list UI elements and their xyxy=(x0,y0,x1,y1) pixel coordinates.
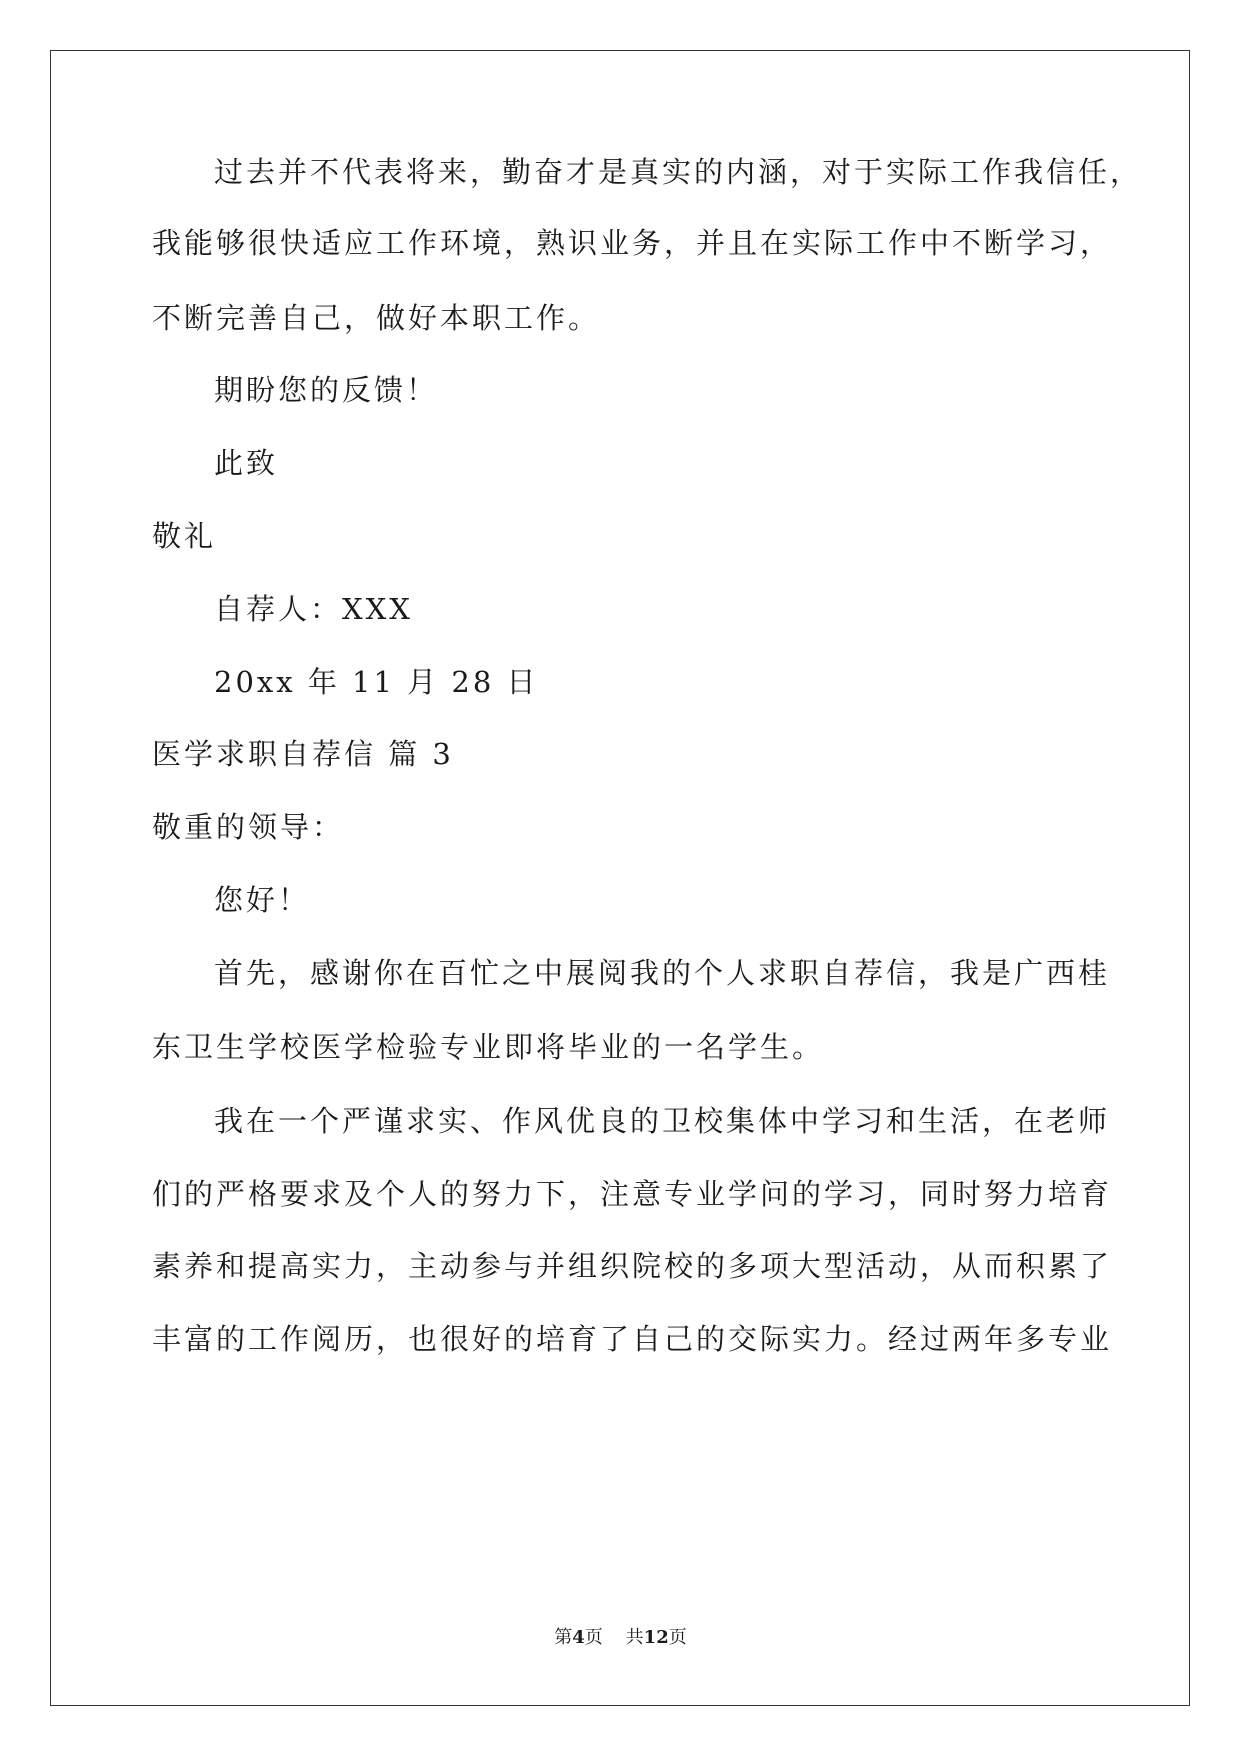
total-suffix: 页 xyxy=(668,1627,687,1648)
paragraph-line: 丰富的工作阅历，也很好的培育了自己的交际实力。经过两年多专业 xyxy=(152,1322,1113,1356)
page-footer xyxy=(0,1626,1241,1650)
paragraph-line: 不断完善自己，做好本职工作。 xyxy=(152,301,601,335)
paragraph-line: 我能够很快适应工作环境，熟识业务，并且在实际工作中不断学习， xyxy=(152,226,1113,260)
page-number: 4 xyxy=(572,1627,585,1648)
date-line: 20xx 年 11 月 28 日 xyxy=(214,665,539,699)
paragraph-line: 过去并不代表将来，勤奋才是真实的内涵，对于实际工作我信任， xyxy=(214,155,1143,189)
page-prefix: 第 xyxy=(554,1627,573,1648)
page-suffix: 页 xyxy=(584,1627,603,1648)
salutation-ci-zhi: 此致 xyxy=(214,446,279,480)
greeting-hello: 您好！ xyxy=(214,883,311,917)
paragraph-line: 们的严格要求及个人的努力下，注意专业学问的学习，同时努力培育 xyxy=(152,1177,1113,1211)
section-heading: 医学求职自荐信 篇 3 xyxy=(152,737,454,771)
total-prefix: 共 xyxy=(625,1627,644,1648)
paragraph-line: 我在一个严谨求实、作风优良的卫校集体中学习和生活，在老师 xyxy=(214,1104,1111,1138)
paragraph-line: 东卫生学校医学检验专业即将毕业的一名学生。 xyxy=(152,1030,825,1064)
paragraph-line: 素养和提高实力，主动参与并组织院校的多项大型活动，从而积累了 xyxy=(152,1249,1113,1283)
signature-line: 自荐人：XXX xyxy=(214,592,413,626)
closing-line: 期盼您的反馈！ xyxy=(214,373,439,407)
greeting-recipient: 敬重的领导： xyxy=(152,810,345,844)
total-pages: 12 xyxy=(643,1627,669,1648)
paragraph-line: 首先，感谢你在百忙之中展阅我的个人求职自荐信，我是广西桂 xyxy=(214,956,1111,990)
salutation-jing-li: 敬礼 xyxy=(152,519,217,553)
